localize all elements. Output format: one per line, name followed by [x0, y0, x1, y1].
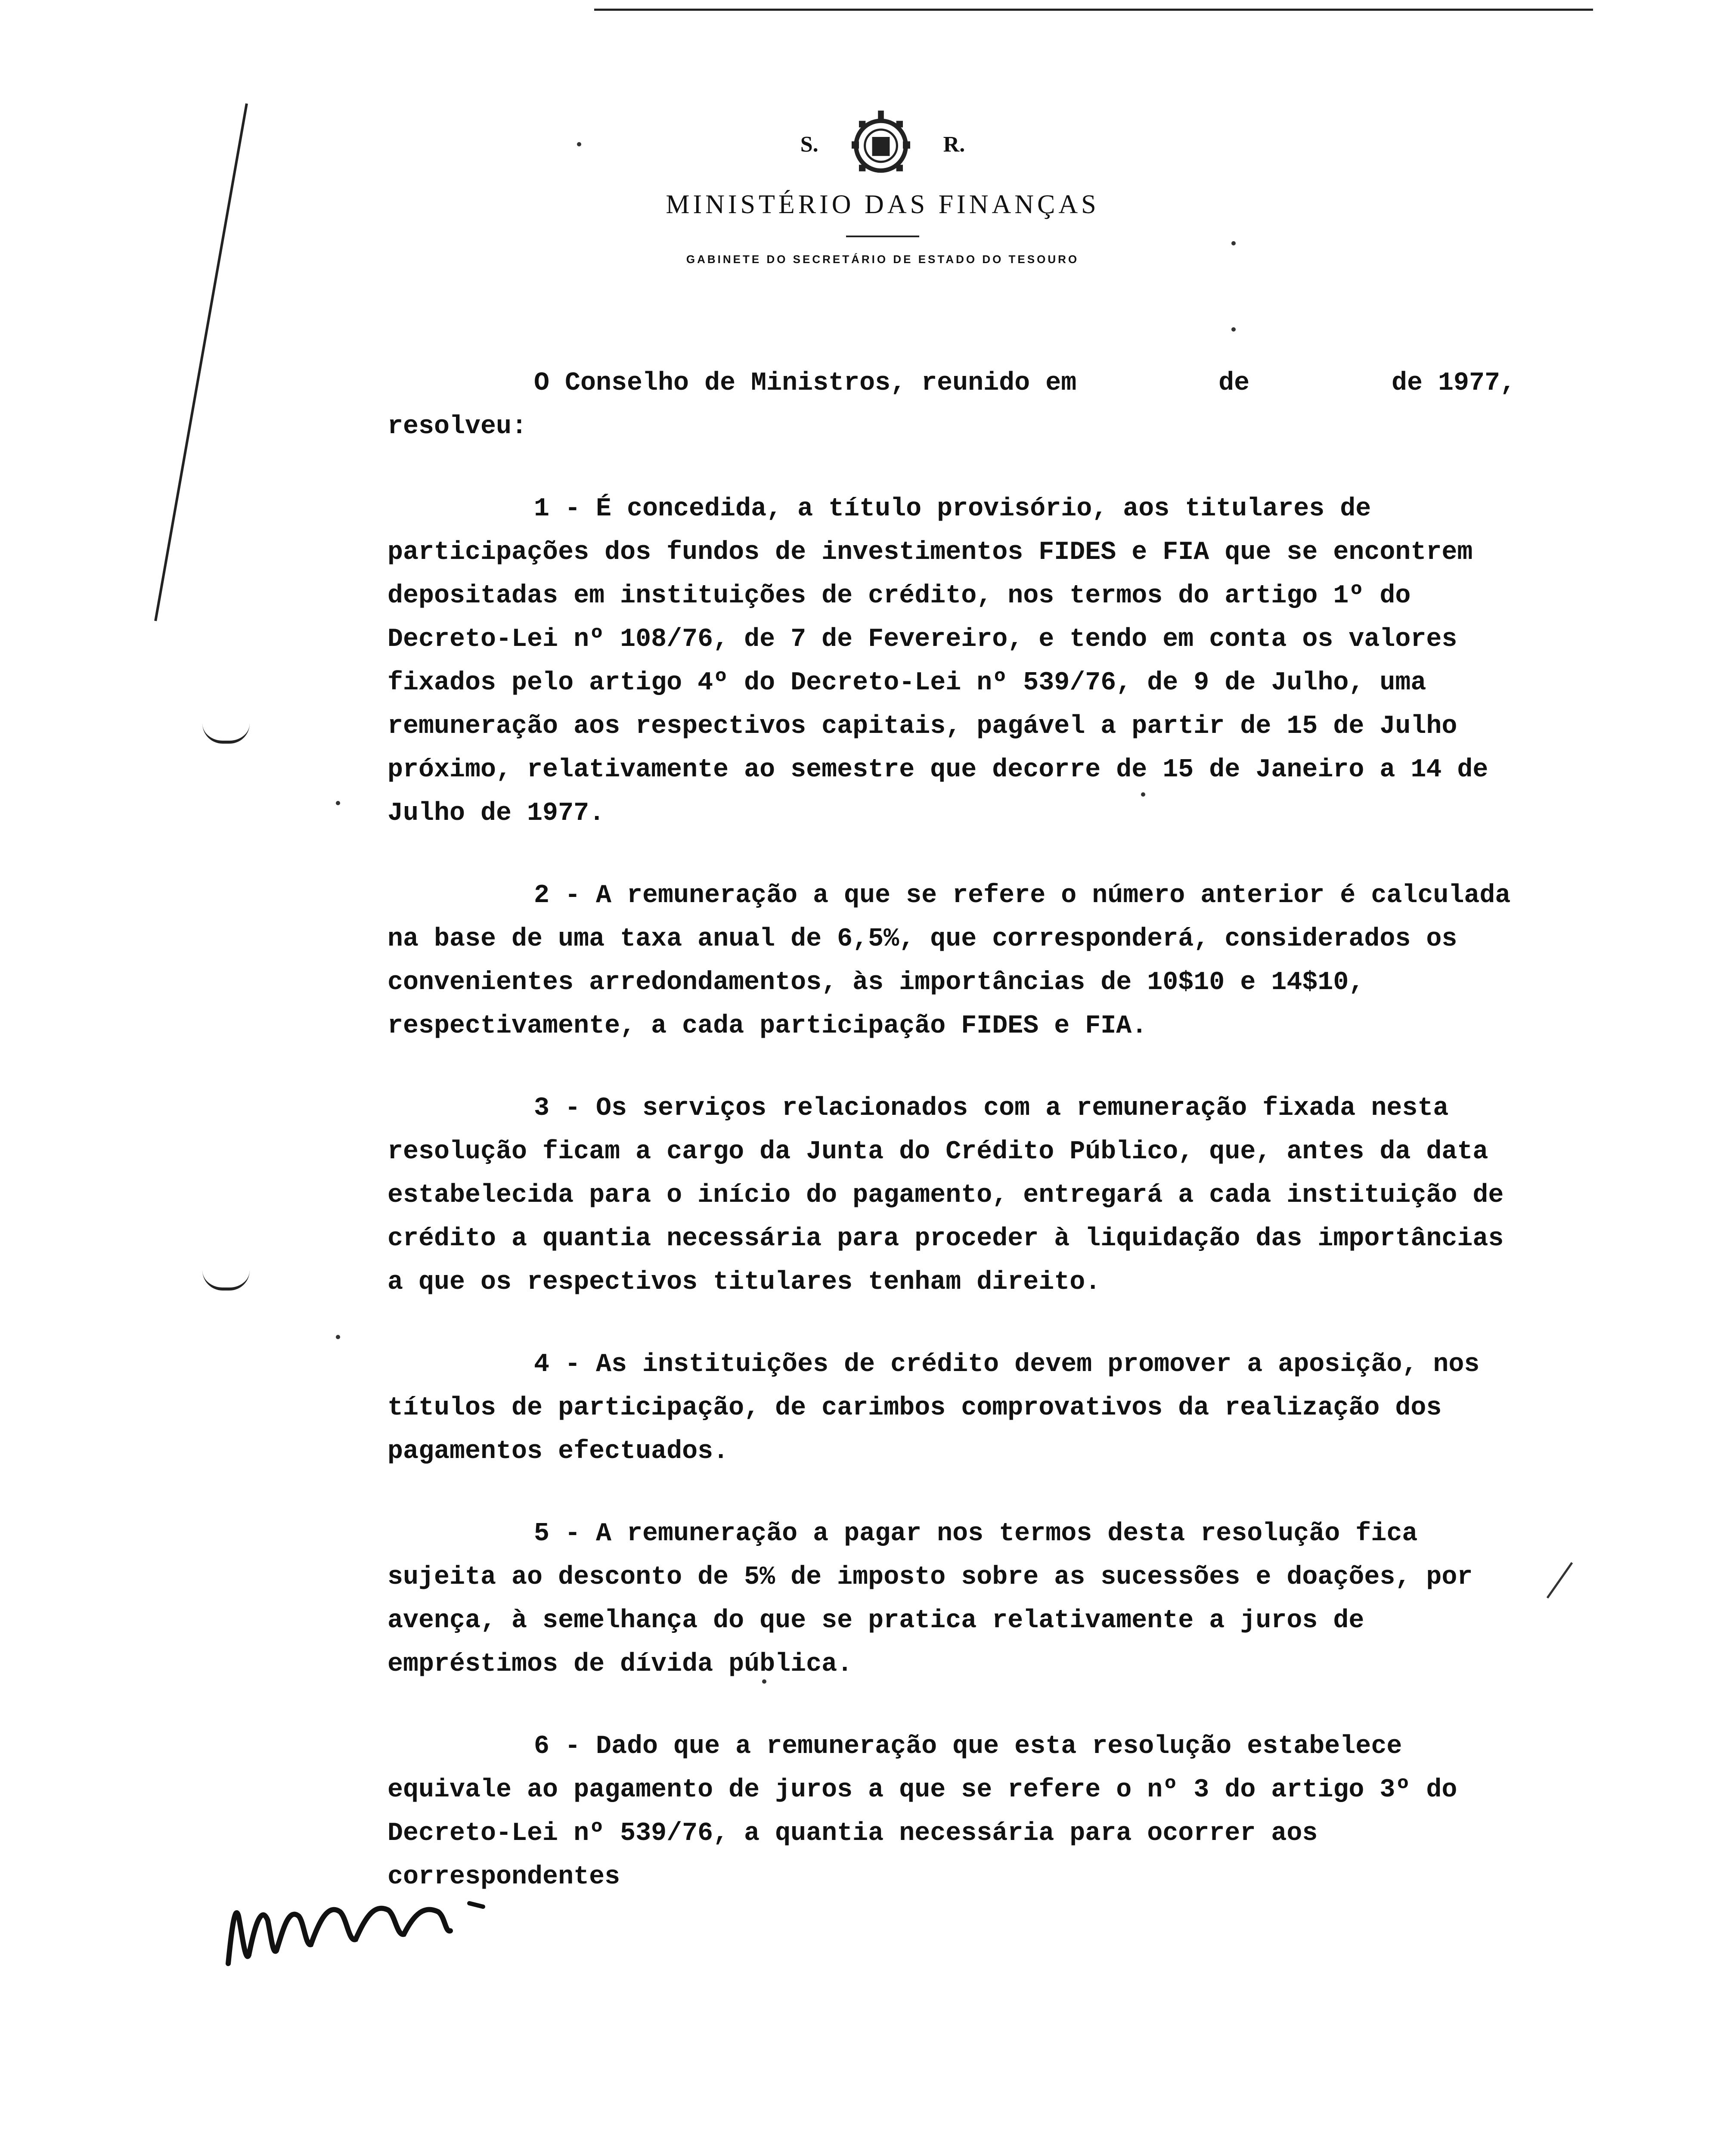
- speck: [577, 142, 581, 146]
- cabinet-subtitle: GABINETE DO SECRETÁRIO DE ESTADO DO TESOURO: [686, 253, 1079, 266]
- speck: [1231, 327, 1236, 332]
- top-page-rule: [594, 9, 1593, 11]
- letterhead-initial-s: S.: [800, 132, 818, 157]
- margin-pen-mark: [1547, 1562, 1573, 1599]
- speck: [1231, 241, 1236, 245]
- paragraph-6: 6 - Dado que a remuneração que esta resolução estabelece equivale ao pagamento de juros a que se refere o nº 3 do artigo 3º do Decreto-Lei nº 539/76, a quantia necessária para ocorrer aos correspondentes: [388, 1732, 1457, 1892]
- ministry-title: MINISTÉRIO DAS FINANÇAS: [666, 190, 1100, 219]
- margin-pen-stroke: [154, 103, 248, 621]
- letterhead: [603, 108, 1162, 266]
- paragraph-5: 5 - A remuneração a pagar nos termos desta resolução fica sujeita ao desconto de 5% de imposto sobre as sucessões e doações, por avença, à semelhança do que se pratica relativamente a juros de empréstimos de dívida pública.: [388, 1519, 1473, 1679]
- paragraph-4: 4 - As instituições de crédito devem promover a aposição, nos títulos de participação, de carimbos comprovativos da realização dos pagamentos efectuados.: [388, 1350, 1480, 1466]
- coat-of-arms-seal-icon: [844, 108, 918, 181]
- letterhead-initial-r: R.: [943, 132, 965, 157]
- margin-hole-punch-mark: [202, 1270, 250, 1291]
- speck: [336, 801, 340, 805]
- intro-resolved: resolveu:: [388, 412, 527, 441]
- handwritten-initials-signature: [220, 1869, 495, 1976]
- speck: [336, 1335, 340, 1339]
- paragraph-1: 1 - É concedida, a título provisório, aos titulares de participações dos fundos de investimentos FIDES e FIA que se encontrem depositadas em instituições de crédito, nos termos do artigo 1º do Decreto-Lei nº 108/76, de 7 de Fevereiro, e tendo em conta os valores fixados pelo artigo 4º do Decreto-Lei nº 539/76, de 9 de Julho, uma remuneração aos respectivos capitais, pagável a partir de 15 de Julho próximo, relativamente ao semestre que decorre de 15 de Janeiro a 14 de Julho de 1977.: [388, 494, 1488, 828]
- intro-blank-day: de: [1218, 369, 1250, 398]
- letterhead-divider: [846, 236, 919, 237]
- document-body: [388, 362, 1516, 1899]
- paragraph-2: 2 - A remuneração a que se refere o número anterior é calculada na base de uma taxa anual de 6,5%, que corresponderá, considerados os convenientes arredondamentos, às importâncias de 10$10 e 14$10, respectivamente, a cada participação FIDES e FIA.: [388, 881, 1511, 1041]
- letterhead-top: [603, 108, 1162, 181]
- intro-text: O Conselho de Ministros, reunido em: [534, 369, 1077, 398]
- paragraph-3: 3 - Os serviços relacionados com a remuneração fixada nesta resolução ficam a cargo da Junta do Crédito Público, que, antes da data estabelecida para o início do pagamento, entregará a cada instituição de crédito a quantia necessária para proceder à liquidação das importâncias a que os respectivos titulares tenham direito.: [388, 1094, 1504, 1297]
- intro-year: de 1977,: [1391, 369, 1516, 398]
- intro-line: [388, 362, 1516, 405]
- margin-hole-punch-mark: [202, 723, 250, 744]
